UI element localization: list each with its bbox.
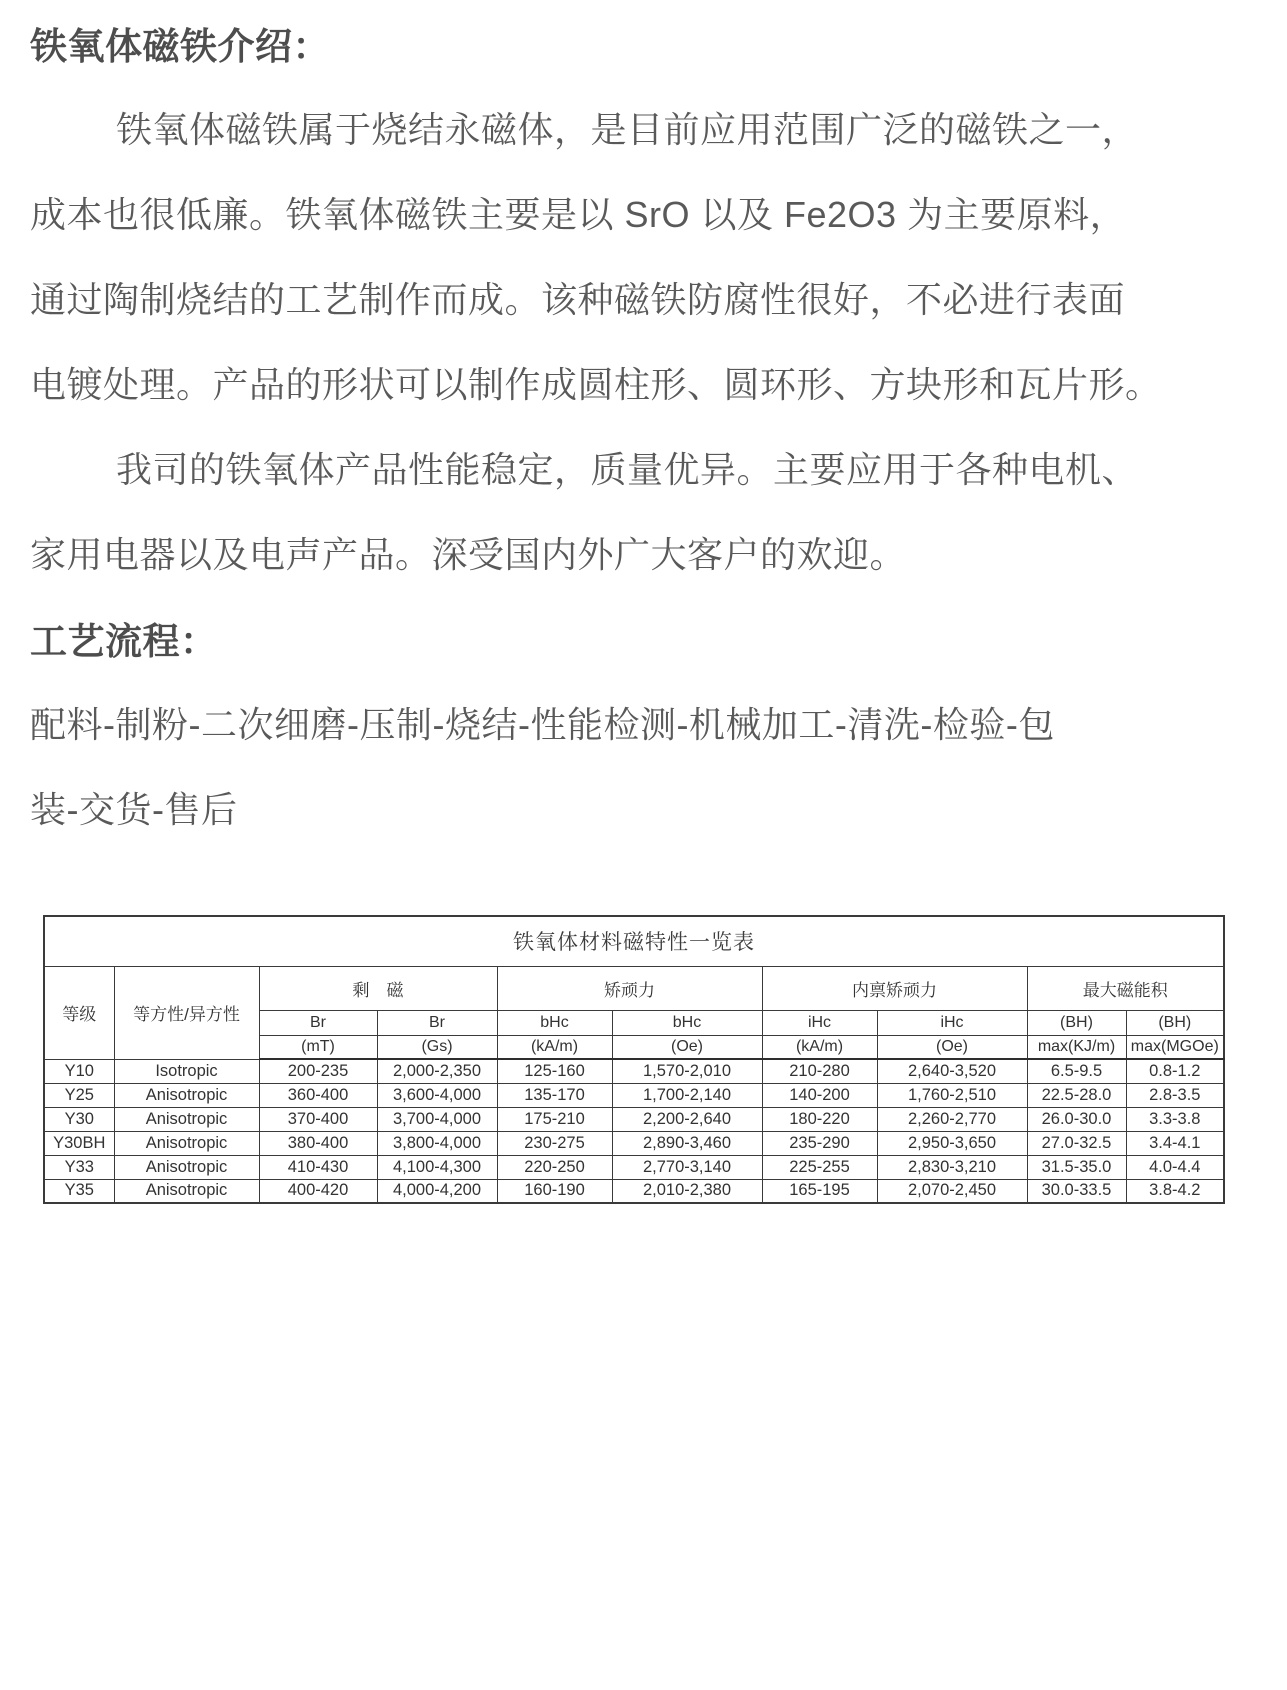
table-cell: 210-280 — [762, 1059, 877, 1083]
header-group-intrinsic-coercivity: 内禀矫顽力 — [762, 966, 1027, 1010]
table-cell: 135-170 — [497, 1083, 612, 1107]
paragraph-line — [30, 425, 1257, 510]
table-cell: 225-255 — [762, 1155, 877, 1179]
subheader: bHc — [612, 1010, 762, 1035]
intro-section — [30, 0, 1257, 850]
table-cell: Isotropic — [114, 1059, 259, 1083]
table-cell: 125-160 — [497, 1059, 612, 1083]
table-cell: 2,830-3,210 — [877, 1155, 1027, 1179]
subheader-unit: (mT) — [259, 1035, 377, 1059]
table-row — [44, 1059, 1224, 1083]
table-cell: 31.5-35.0 — [1027, 1155, 1126, 1179]
table-cell: 2,950-3,650 — [877, 1131, 1027, 1155]
table-cell: 180-220 — [762, 1107, 877, 1131]
table-cell: 3.4-4.1 — [1126, 1131, 1224, 1155]
table-title-row — [44, 916, 1224, 966]
table-row — [44, 1083, 1224, 1107]
table-cell: 3,800-4,000 — [377, 1131, 497, 1155]
table-cell: 3.8-4.2 — [1126, 1179, 1224, 1203]
table-cell: 230-275 — [497, 1131, 612, 1155]
table-cell: 4,100-4,300 — [377, 1155, 497, 1179]
table-cell: 2,200-2,640 — [612, 1107, 762, 1131]
table-cell: Anisotropic — [114, 1083, 259, 1107]
table-cell: 410-430 — [259, 1155, 377, 1179]
table-group-header-row — [44, 966, 1224, 1010]
subheader: iHc — [877, 1010, 1027, 1035]
table-cell: 3,700-4,000 — [377, 1107, 497, 1131]
table-cell: 6.5-9.5 — [1027, 1059, 1126, 1083]
table-cell: 27.0-32.5 — [1027, 1131, 1126, 1155]
table-cell: 200-235 — [259, 1059, 377, 1083]
table-cell: Y30 — [44, 1107, 114, 1131]
table-body — [44, 1059, 1224, 1203]
subheader-unit: (Oe) — [612, 1035, 762, 1059]
table-title: 铁氧体材料磁特性一览表 — [44, 916, 1224, 966]
table-cell: 165-195 — [762, 1179, 877, 1203]
table-cell: 360-400 — [259, 1083, 377, 1107]
paragraph-line — [30, 85, 1257, 170]
process-text: 装-交货-售后 — [30, 789, 238, 830]
table-cell: 1,760-2,510 — [877, 1083, 1027, 1107]
table-cell: 175-210 — [497, 1107, 612, 1131]
table-cell: 235-290 — [762, 1131, 877, 1155]
table-cell: Y10 — [44, 1059, 114, 1083]
spec-table-section — [43, 915, 1257, 1204]
header-grade: 等级 — [44, 966, 114, 1059]
header-isotropy: 等方性/异方性 — [114, 966, 259, 1059]
table-cell: 380-400 — [259, 1131, 377, 1155]
subheader-unit: max(MGOe) — [1126, 1035, 1224, 1059]
subheader: (BH) — [1126, 1010, 1224, 1035]
header-group-coercivity: 矫顽力 — [497, 966, 762, 1010]
table-row — [44, 1131, 1224, 1155]
table-row — [44, 1107, 1224, 1131]
table-cell: 220-250 — [497, 1155, 612, 1179]
subheader: Br — [377, 1010, 497, 1035]
spec-table — [43, 915, 1225, 1204]
paragraph-text: 通过陶制烧结的工艺制作而成。该种磁铁防腐性很好，不必进行表面 — [30, 279, 1126, 320]
table-cell: 2,070-2,450 — [877, 1179, 1027, 1203]
table-cell: 22.5-28.0 — [1027, 1083, 1126, 1107]
subheader: Br — [259, 1010, 377, 1035]
table-cell: 2,260-2,770 — [877, 1107, 1027, 1131]
table-cell: 2,890-3,460 — [612, 1131, 762, 1155]
subheader-unit: max(KJ/m) — [1027, 1035, 1126, 1059]
process-line — [30, 765, 1257, 850]
table-cell: 160-190 — [497, 1179, 612, 1203]
table-cell: 3.3-3.8 — [1126, 1107, 1224, 1131]
table-cell: 400-420 — [259, 1179, 377, 1203]
table-row — [44, 1179, 1224, 1203]
table-cell: 30.0-33.5 — [1027, 1179, 1126, 1203]
paragraph-line — [30, 255, 1257, 340]
paragraph-text: 我司的铁氧体产品性能稳定，质量优异。主要应用于各种电机、 — [116, 449, 1139, 490]
table-cell: 26.0-30.0 — [1027, 1107, 1126, 1131]
subheader-unit: (kA/m) — [497, 1035, 612, 1059]
table-cell: Y33 — [44, 1155, 114, 1179]
table-cell: Anisotropic — [114, 1179, 259, 1203]
paragraph-line — [30, 510, 1257, 595]
header-group-max-energy-product: 最大磁能积 — [1027, 966, 1224, 1010]
table-cell: 370-400 — [259, 1107, 377, 1131]
header-group-remanence: 剩 磁 — [259, 966, 497, 1010]
table-cell: 0.8-1.2 — [1126, 1059, 1224, 1083]
table-cell: 4,000-4,200 — [377, 1179, 497, 1203]
table-cell: 2,010-2,380 — [612, 1179, 762, 1203]
subheader-unit: (Oe) — [877, 1035, 1027, 1059]
table-row — [44, 1155, 1224, 1179]
subheader-unit: (Gs) — [377, 1035, 497, 1059]
table-cell: Anisotropic — [114, 1131, 259, 1155]
subheader-unit: (kA/m) — [762, 1035, 877, 1059]
process-line — [30, 680, 1257, 765]
paragraph-text: 成本也很低廉。铁氧体磁铁主要是以 SrO 以及 Fe2O3 为主要原料， — [30, 194, 1127, 235]
table-cell: 2,770-3,140 — [612, 1155, 762, 1179]
table-cell: 4.0-4.4 — [1126, 1155, 1224, 1179]
table-cell: Anisotropic — [114, 1155, 259, 1179]
paragraph-text: 电镀处理。产品的形状可以制作成圆柱形、圆环形、方块形和瓦片形。 — [30, 364, 1162, 405]
paragraph-text: 家用电器以及电声产品。深受国内外广大客户的欢迎。 — [30, 534, 907, 575]
subheader: (BH) — [1027, 1010, 1126, 1035]
paragraph-line — [30, 170, 1257, 255]
table-cell: 2.8-3.5 — [1126, 1083, 1224, 1107]
table-cell: Y35 — [44, 1179, 114, 1203]
process-text: 配料-制粉-二次细磨-压制-烧结-性能检测-机械加工-清洗-检验-包 — [30, 704, 1055, 745]
table-cell: 2,640-3,520 — [877, 1059, 1027, 1083]
subheader: bHc — [497, 1010, 612, 1035]
table-cell: 1,570-2,010 — [612, 1059, 762, 1083]
subheader: iHc — [762, 1010, 877, 1035]
table-cell: 1,700-2,140 — [612, 1083, 762, 1107]
table-cell: Y25 — [44, 1083, 114, 1107]
table-cell: Anisotropic — [114, 1107, 259, 1131]
intro-heading: 铁氧体磁铁介绍： — [30, 25, 330, 67]
paragraph-line — [30, 340, 1257, 425]
paragraph-text: 铁氧体磁铁属于烧结永磁体，是目前应用范围广泛的磁铁之一， — [116, 109, 1139, 150]
table-cell: 2,000-2,350 — [377, 1059, 497, 1083]
table-cell: 3,600-4,000 — [377, 1083, 497, 1107]
table-cell: 140-200 — [762, 1083, 877, 1107]
table-cell: Y30BH — [44, 1131, 114, 1155]
process-heading: 工艺流程： — [30, 620, 218, 662]
